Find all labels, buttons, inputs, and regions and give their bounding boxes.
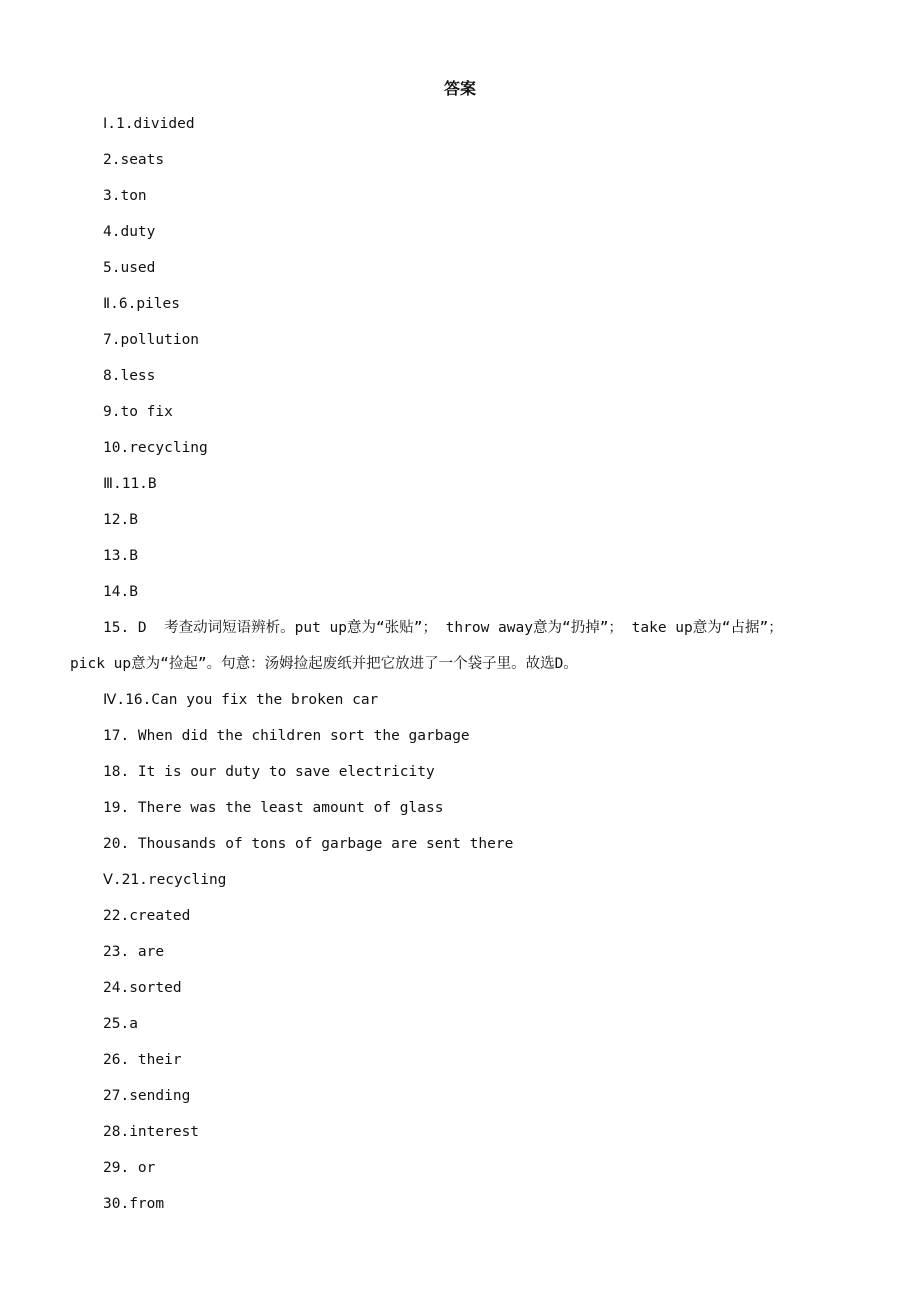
answer-line: Ⅲ.11.B bbox=[103, 476, 157, 492]
answer-line: 13.B bbox=[103, 548, 138, 564]
answer-line: 20. Thousands of tons of garbage are sent there bbox=[103, 836, 514, 852]
answer-list bbox=[70, 112, 893, 1228]
answer-line: 22.created bbox=[103, 908, 191, 924]
answer-line: 19. There was the least amount of glass bbox=[103, 800, 444, 816]
answer-line: 26. their bbox=[103, 1052, 182, 1068]
answer-line: 3.ton bbox=[103, 188, 147, 204]
answer-line: Ⅴ.21.recycling bbox=[103, 872, 227, 888]
answer-line: 23. are bbox=[103, 944, 165, 960]
answer-15-line1: 15. D 考查动词短语辨析。put up意为“张贴”； throw away意为“扔掉”； take up意为“占据”； bbox=[103, 620, 783, 636]
answer-line: Ⅰ.1.divided bbox=[103, 116, 195, 132]
answer-line: 24.sorted bbox=[103, 980, 182, 996]
answer-line: 8.less bbox=[103, 368, 156, 384]
answer-line: 17. When did the children sort the garbage bbox=[103, 728, 470, 744]
answer-line: 25.a bbox=[103, 1016, 138, 1032]
answer-line: 28.interest bbox=[103, 1124, 200, 1140]
answer-line: 2.seats bbox=[103, 152, 165, 168]
answer-line: 27.sending bbox=[103, 1088, 191, 1104]
answer-line: 10.recycling bbox=[103, 440, 208, 456]
answer-line: 7.pollution bbox=[103, 332, 200, 348]
answer-line: 12.B bbox=[103, 512, 138, 528]
page-title: 答案 bbox=[443, 79, 476, 98]
answer-line: 9.to fix bbox=[103, 404, 173, 420]
answer-line: Ⅱ.6.piles bbox=[103, 296, 180, 312]
answer-line: Ⅳ.16.Can you fix the broken car bbox=[103, 692, 379, 708]
answer-line: 14.B bbox=[103, 584, 138, 600]
answer-line: 18. It is our duty to save electricity bbox=[103, 764, 435, 780]
answer-15-line2: pick up意为“捡起”。句意：汤姆捡起废纸并把它放进了一个袋子里。故选D。 bbox=[70, 656, 578, 672]
answer-line: 5.used bbox=[103, 260, 156, 276]
answer-line: 4.duty bbox=[103, 224, 156, 240]
answer-line: 30.from bbox=[103, 1196, 165, 1212]
answer-line: 29. or bbox=[103, 1160, 156, 1176]
